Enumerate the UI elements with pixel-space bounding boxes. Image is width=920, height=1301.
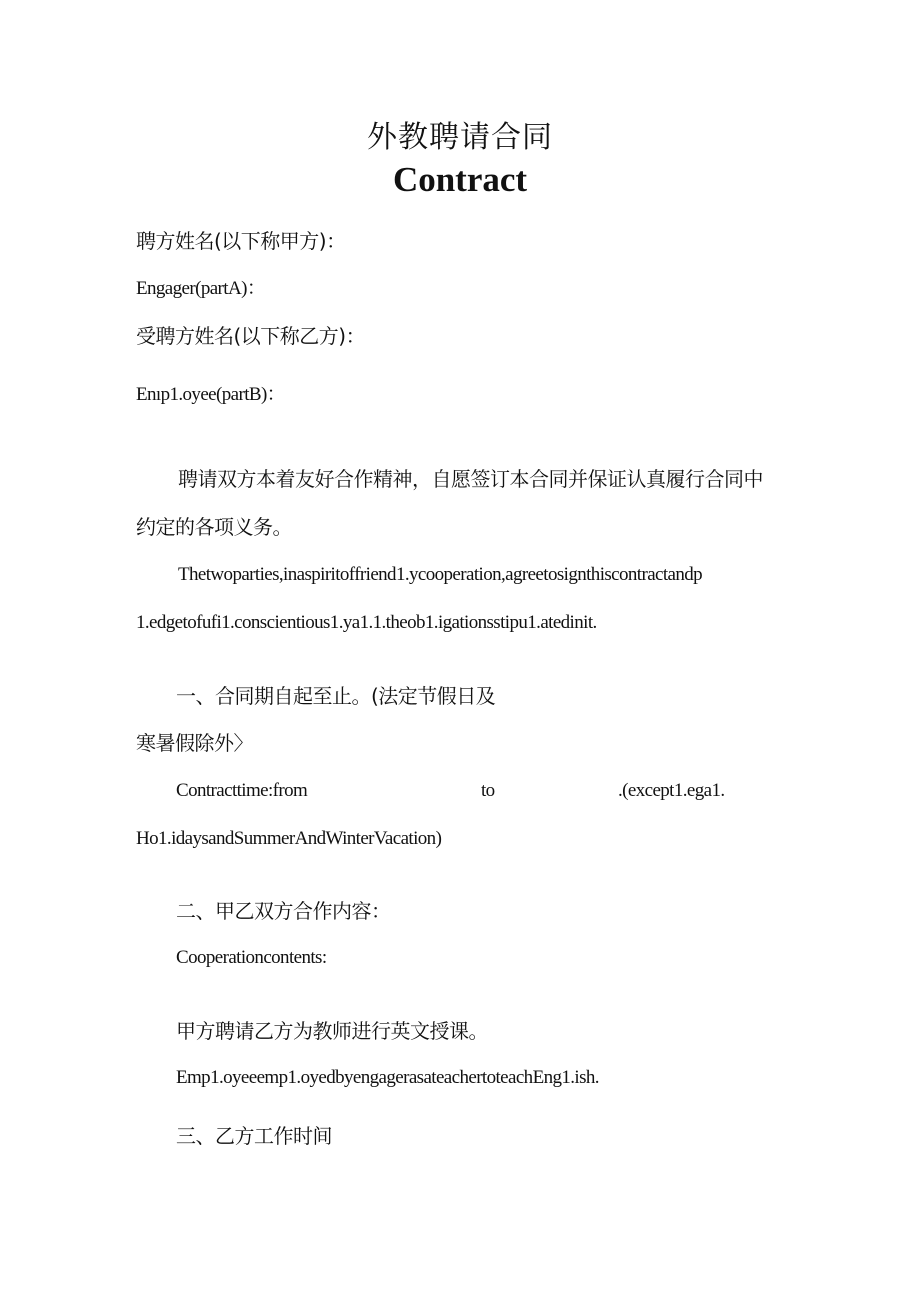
section-2-heading-english: Cooperationcontents: [176,947,327,968]
intro-paragraph-english-line-1: Thetwoparties,inaspiritoffriend1.ycooperation,agreetosignthiscontractandp [178,564,703,585]
section-2-heading-chinese: 二、甲乙双方合作内容： [176,899,391,923]
intro-paragraph-chinese-line-2: 约定的各项义务。 [136,515,292,539]
section-1-heading-chinese-line-2: 寒暑假除外〉 [136,731,253,755]
intro-paragraph-chinese-line-1: 聘请双方本着友好合作精神，自愿签订本合同并保证认真履行合同中 [178,467,763,491]
contract-time-exception-text: .(except1.ega1. [618,780,725,801]
document-title-english: Contract [392,160,528,199]
intro-paragraph-english-line-2: 1.edgetofufi1.conscientious1.ya1.1.theob1.igationsstipu1.atedinit. [136,612,597,633]
section-3-heading-chinese: 三、乙方工作时间 [176,1124,332,1148]
section-2-body-chinese: 甲方聘请乙方为教师进行英文授课。 [176,1019,488,1043]
document-title-chinese: 外教聘请合同 [367,120,553,155]
employee-label-chinese: 受聘方姓名(以下称乙方)： [136,324,366,348]
engager-label-english: Engager(partA)： [136,278,266,299]
section-2-body-english: Emp1.oyeeemp1.oyedbyengagerasateachertoteachEng1.ish. [176,1067,599,1088]
contract-time-from-label: Contracttime:from [176,780,308,801]
section-1-heading-chinese-line-1: 一、合同期自起至止。(法定节假日及 [176,684,496,708]
contract-time-exception-line-2: Ho1.idaysandSummerAndWinterVacation) [136,828,442,849]
employee-label-english: Enıp1.oyee(partB)： [136,384,286,405]
engager-label-chinese: 聘方姓名(以下称甲方)： [136,229,346,253]
contract-time-to-label: to [481,780,495,801]
